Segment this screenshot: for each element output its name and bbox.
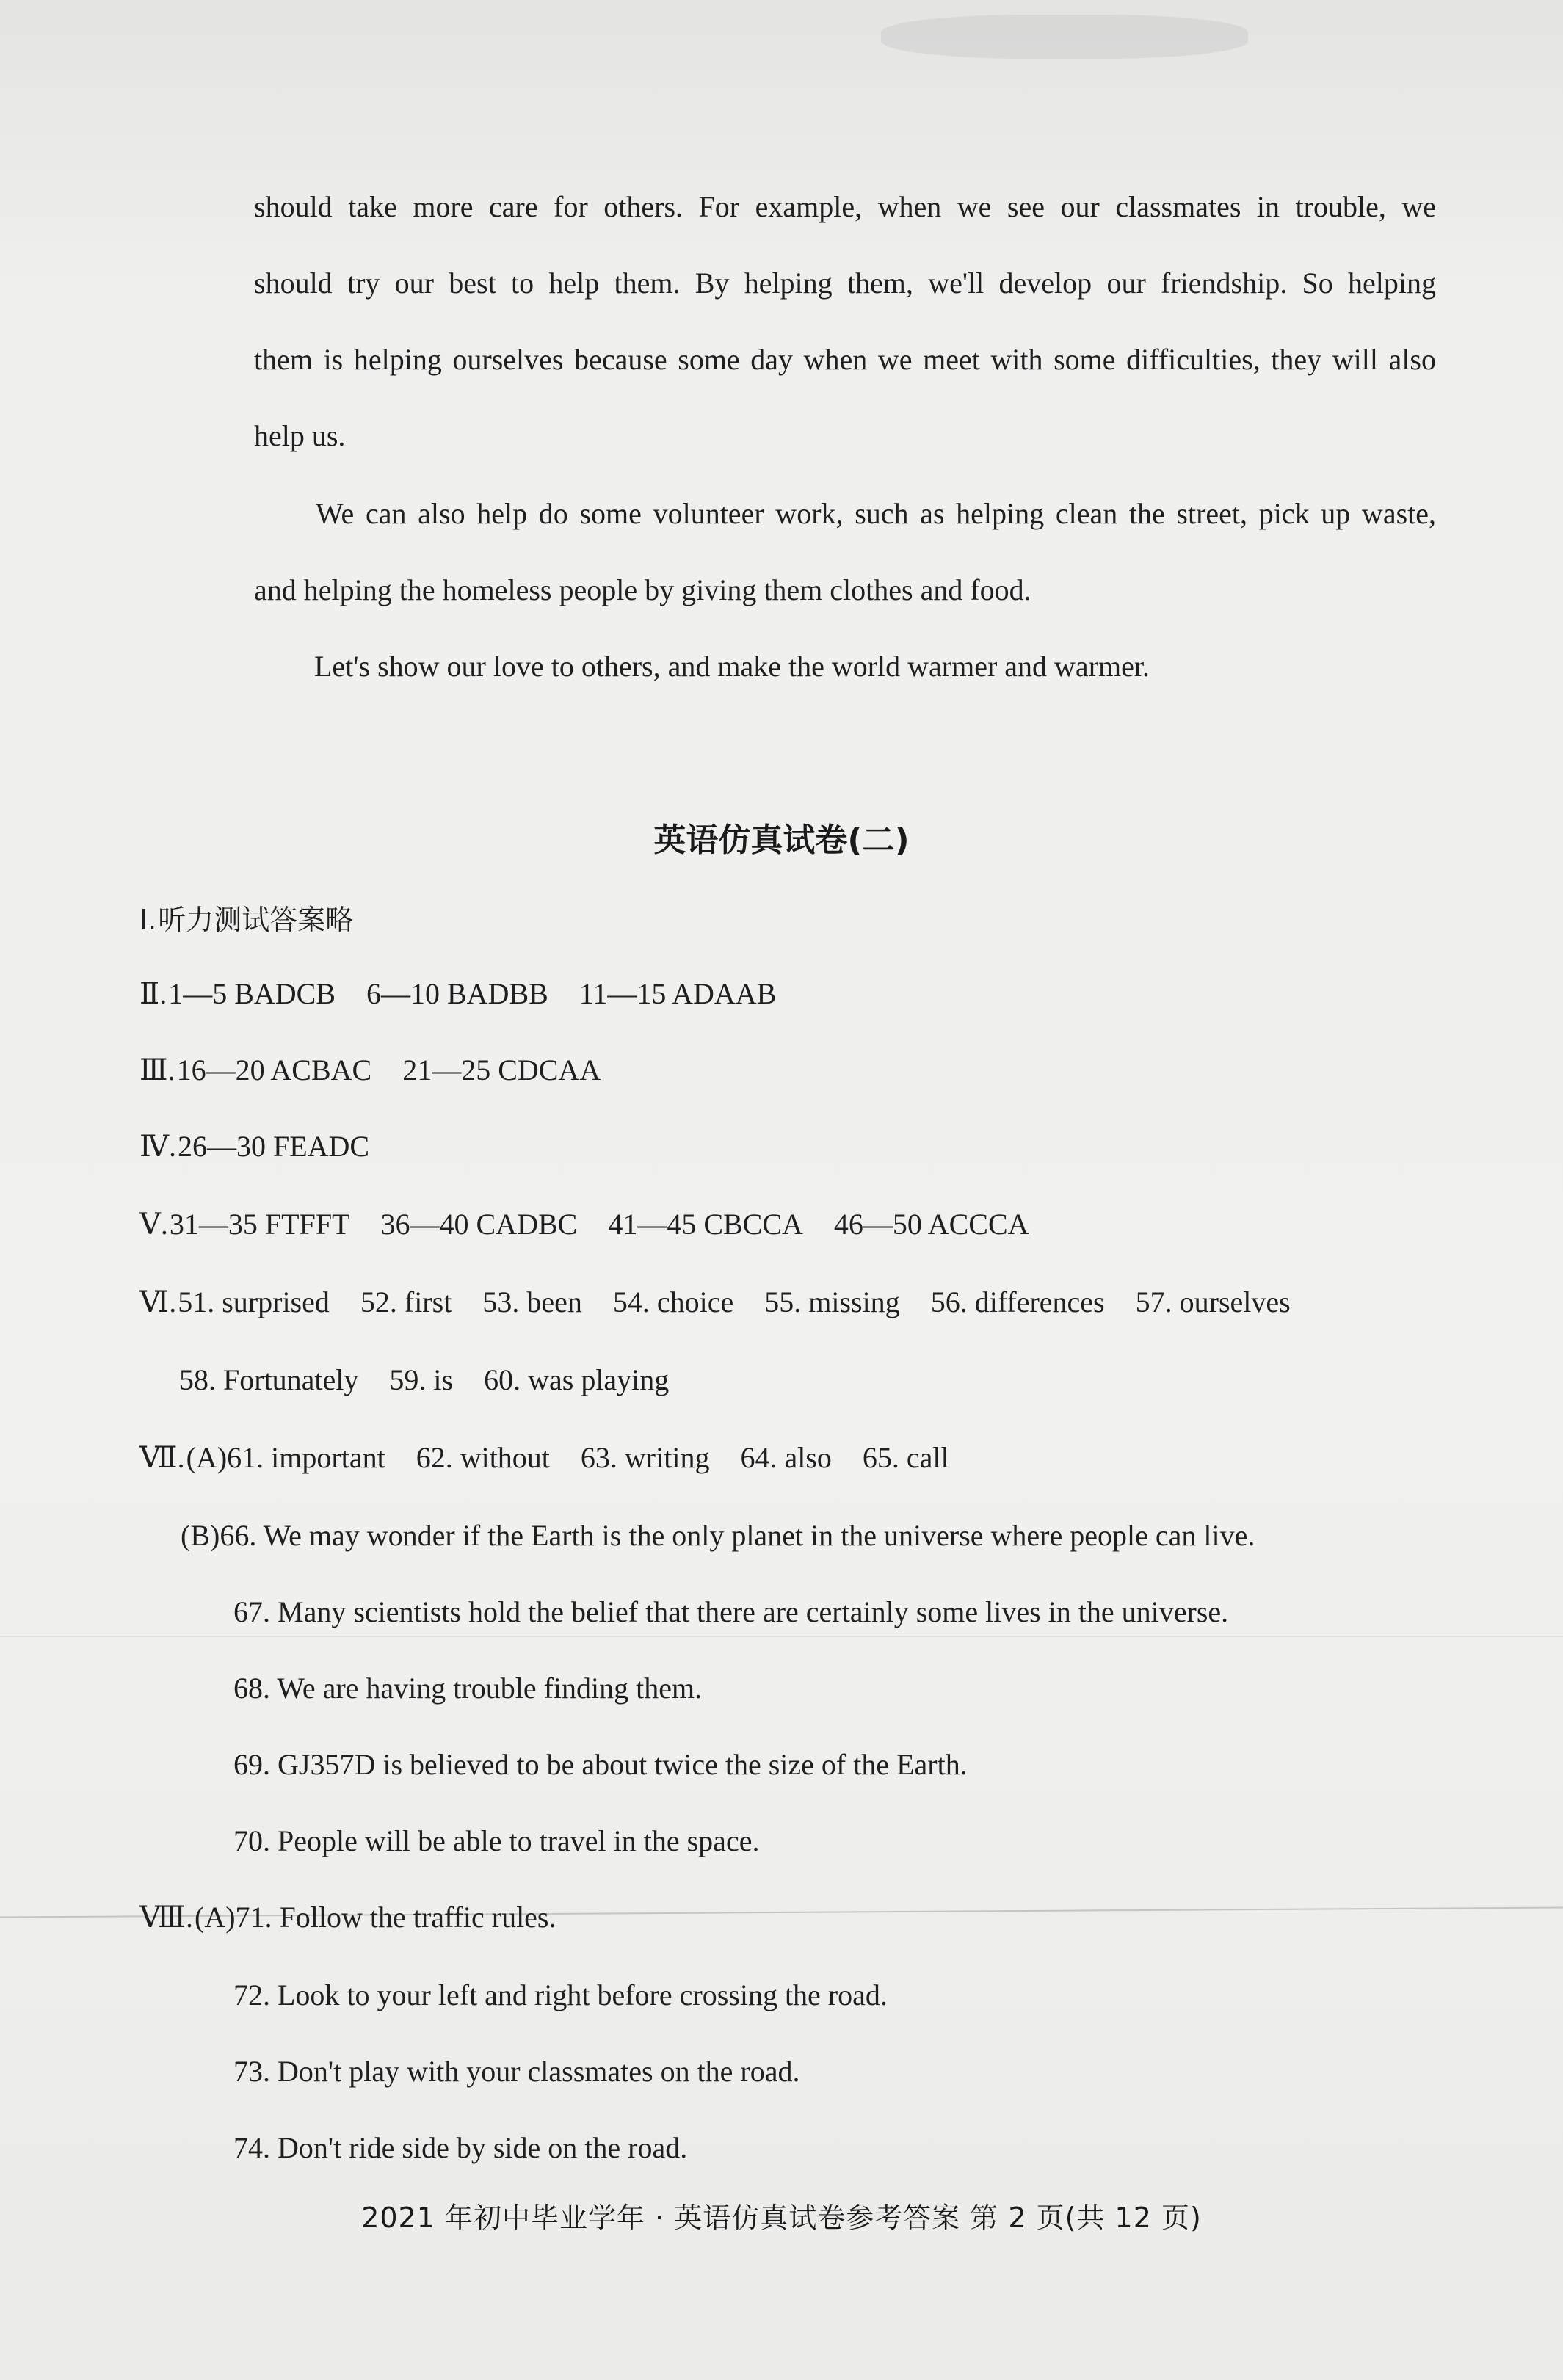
section-number: Ⅰ.	[139, 904, 157, 936]
answer-group: 11—15 ADAAB	[579, 977, 777, 1010]
section-number: Ⅵ.	[139, 1285, 177, 1318]
answer-section-7b	[181, 1518, 1255, 1553]
essay-line: should try our best to help them. By helping them, we'll develop our friendship. So helping	[254, 266, 1436, 300]
answer-sentence: 70. People will be able to travel in the space.	[233, 1824, 760, 1857]
part-label: (A)	[186, 1441, 228, 1474]
essay-line: should take more care for others. For example, when we see our classmates in trouble, we	[254, 190, 1436, 223]
answer-sentence: 69. GJ357D is believed to be about twice the size of the Earth.	[233, 1748, 968, 1781]
answer-sentence: 66. We may wonder if the Earth is the only planet in the universe where people can live.	[220, 1519, 1255, 1552]
answer-word: 55. missing	[764, 1285, 900, 1318]
answer-section-5	[139, 1207, 1029, 1241]
answer-group: 46—50 ACCCA	[833, 1208, 1029, 1241]
section-number: Ⅳ.	[139, 1130, 176, 1163]
essay-line: Let's show our love to others, and make the world warmer and warmer.	[314, 650, 1150, 683]
answer-word: 56. differences	[930, 1285, 1105, 1318]
answer-section-6	[139, 1285, 1291, 1319]
fold-line	[0, 1636, 1563, 1637]
scan-smudge	[881, 15, 1248, 59]
answer-word: 59. is	[389, 1363, 454, 1396]
answer-word: 60. was playing	[484, 1363, 670, 1396]
answer-word: 53. been	[482, 1285, 582, 1318]
answer-word: 62. without	[416, 1441, 550, 1474]
answer-word: 51. surprised	[178, 1285, 330, 1318]
answer-group: 26—30 FEADC	[177, 1130, 370, 1163]
answer-section-1	[139, 897, 353, 937]
answer-section-3	[139, 1053, 601, 1087]
section-title: 英语仿真试卷(二)	[653, 821, 910, 859]
answer-group: 1—5 BADCB	[168, 977, 336, 1010]
answer-group: 36—40 CADBC	[380, 1208, 578, 1241]
answer-word: 64. also	[740, 1441, 832, 1474]
answer-section-8	[139, 1900, 556, 1934]
answer-sentence: 73. Don't play with your classmates on the road.	[233, 2055, 800, 2088]
answer-section-2	[139, 976, 776, 1011]
section-number: Ⅶ.	[139, 1441, 185, 1474]
part-label: (A)	[195, 1901, 236, 1934]
answer-sentence: 74. Don't ride side by side on the road.	[233, 2131, 688, 2164]
answer-word: 61. important	[227, 1441, 385, 1474]
answer-sentence: 72. Look to your left and right before crossing the road.	[233, 1978, 888, 2011]
answer-group: 21—25 CDCAA	[402, 1053, 601, 1086]
essay-line: and helping the homeless people by giving them clothes and food.	[254, 573, 1031, 606]
essay-line: them is helping ourselves because some day when we meet with some difficulties, they will also	[254, 343, 1436, 376]
section-number: Ⅷ.	[139, 1901, 194, 1934]
answer-word: 52. first	[360, 1285, 452, 1318]
section-text: 听力测试答案略	[158, 904, 354, 936]
answer-group: 41—45 CBCCA	[608, 1208, 803, 1241]
section-number: Ⅲ.	[139, 1053, 175, 1086]
page-footer: 2021 年初中毕业学年 · 英语仿真试卷参考答案 第 2 页(共 12 页)	[361, 2202, 1202, 2234]
answer-sentence: 67. Many scientists hold the belief that there are certainly some lives in the universe.	[233, 1595, 1229, 1628]
essay-line: We can also help do some volunteer work, such as helping clean the street, pick up waste,	[316, 497, 1436, 530]
essay-line: help us.	[254, 419, 346, 452]
answer-group: 31—35 FTFFT	[169, 1208, 350, 1241]
section-number: Ⅱ.	[139, 977, 167, 1010]
answer-word: 65. call	[862, 1441, 949, 1474]
answer-group: 16—20 ACBAC	[176, 1053, 372, 1086]
answer-sentence: 71. Follow the traffic rules.	[235, 1901, 556, 1934]
answer-word: 58. Fortunately	[179, 1363, 359, 1396]
answer-section-7	[139, 1440, 949, 1475]
section-number: Ⅴ.	[139, 1208, 168, 1241]
part-label: (B)	[181, 1519, 220, 1552]
answer-group: 6—10 BADBB	[366, 977, 548, 1010]
answer-word: 57. ourselves	[1135, 1285, 1291, 1318]
answer-section-4	[139, 1129, 369, 1164]
answer-word: 54. choice	[612, 1285, 734, 1318]
answer-sentence: 68. We are having trouble finding them.	[233, 1672, 703, 1705]
answer-section-6-cont	[179, 1363, 669, 1397]
answer-word: 63. writing	[580, 1441, 710, 1474]
